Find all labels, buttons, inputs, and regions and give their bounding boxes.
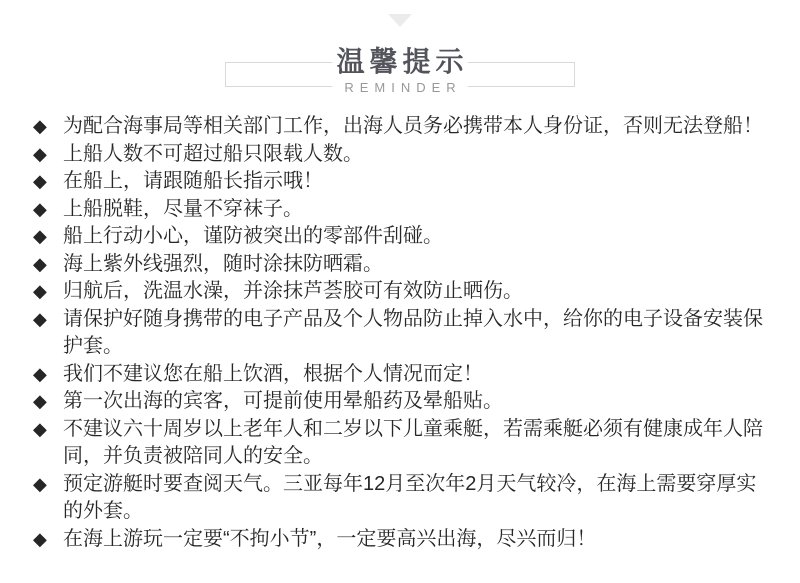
diamond-bullet-icon: ◆ bbox=[33, 391, 47, 411]
notice-item-text: 第一次出海的宾客，可提前使用晕船药及晕船贴。 bbox=[63, 390, 503, 412]
page-subtitle: REMINDER bbox=[344, 80, 462, 95]
notice-item-text: 归航后，洗温水澡，并涂抹芦荟胶可有效防止晒伤。 bbox=[63, 280, 523, 302]
notice-item bbox=[33, 526, 773, 554]
page-title: 温馨提示 bbox=[336, 46, 469, 77]
notice-item bbox=[33, 471, 773, 526]
notice-item-text: 船上行动小心，谨防被突出的零部件刮碰。 bbox=[63, 225, 443, 247]
notice-item bbox=[33, 388, 773, 416]
notice-item bbox=[33, 223, 773, 251]
notice-item bbox=[33, 113, 773, 141]
diamond-bullet-icon: ◆ bbox=[33, 198, 47, 219]
notice-item-text: 请保护好随身携带的电子产品及个人物品防止掉入水中，给你的电子设备安装保护套。 bbox=[63, 307, 763, 357]
notice-item-text: 预定游艇时要查阅天气。三亚每年12月至次年2月天气较冷，在海上需要穿厚实的外套。 bbox=[63, 472, 757, 522]
diamond-bullet-icon: ◆ bbox=[33, 473, 47, 494]
notice-item-text: 不建议六十周岁以上老年人和二岁以下儿童乘艇，若需乘艇必须有健康成年人陪同，并负责被陪同人的安全。 bbox=[63, 417, 763, 467]
notice-item-text: 在海上游玩一定要“不拘小节”，一定要高兴出海，尽兴而归！ bbox=[63, 527, 597, 550]
chevron-down-icon bbox=[388, 14, 412, 27]
diamond-bullet-icon: ◆ bbox=[33, 363, 47, 384]
diamond-bullet-icon: ◆ bbox=[33, 281, 47, 301]
diamond-bullet-icon: ◆ bbox=[33, 308, 47, 329]
diamond-bullet-icon: ◆ bbox=[33, 116, 47, 136]
notice-item bbox=[33, 361, 773, 389]
notice-item bbox=[33, 141, 773, 169]
notice-item-text: 上船脱鞋，尽量不穿袜子。 bbox=[63, 197, 303, 220]
diamond-bullet-icon: ◆ bbox=[33, 528, 47, 549]
notice-item bbox=[33, 306, 773, 361]
notice-item bbox=[33, 278, 773, 306]
notice-item-text: 在船上，请跟随船长指示哦！ bbox=[63, 170, 323, 192]
notice-item-text: 海上紫外线强烈，随时涂抹防晒霜。 bbox=[63, 252, 383, 275]
notice-item bbox=[33, 168, 773, 196]
notice-item-text: 为配合海事局等相关部门工作，出海人员务必携带本人身份证，否则无法登船！ bbox=[63, 115, 763, 137]
diamond-bullet-icon: ◆ bbox=[33, 226, 47, 246]
notice-list bbox=[33, 113, 773, 553]
diamond-bullet-icon: ◆ bbox=[33, 143, 47, 164]
notice-item-text: 上船人数不可超过船只限载人数。 bbox=[63, 142, 363, 165]
diamond-bullet-icon: ◆ bbox=[33, 253, 47, 274]
notice-item-text: 我们不建议您在船上饮酒，根据个人情况而定！ bbox=[63, 362, 483, 385]
notice-item bbox=[33, 196, 773, 224]
diamond-bullet-icon: ◆ bbox=[33, 418, 47, 439]
notice-item bbox=[33, 416, 773, 471]
notice-item bbox=[33, 251, 773, 279]
diamond-bullet-icon: ◆ bbox=[33, 171, 47, 191]
